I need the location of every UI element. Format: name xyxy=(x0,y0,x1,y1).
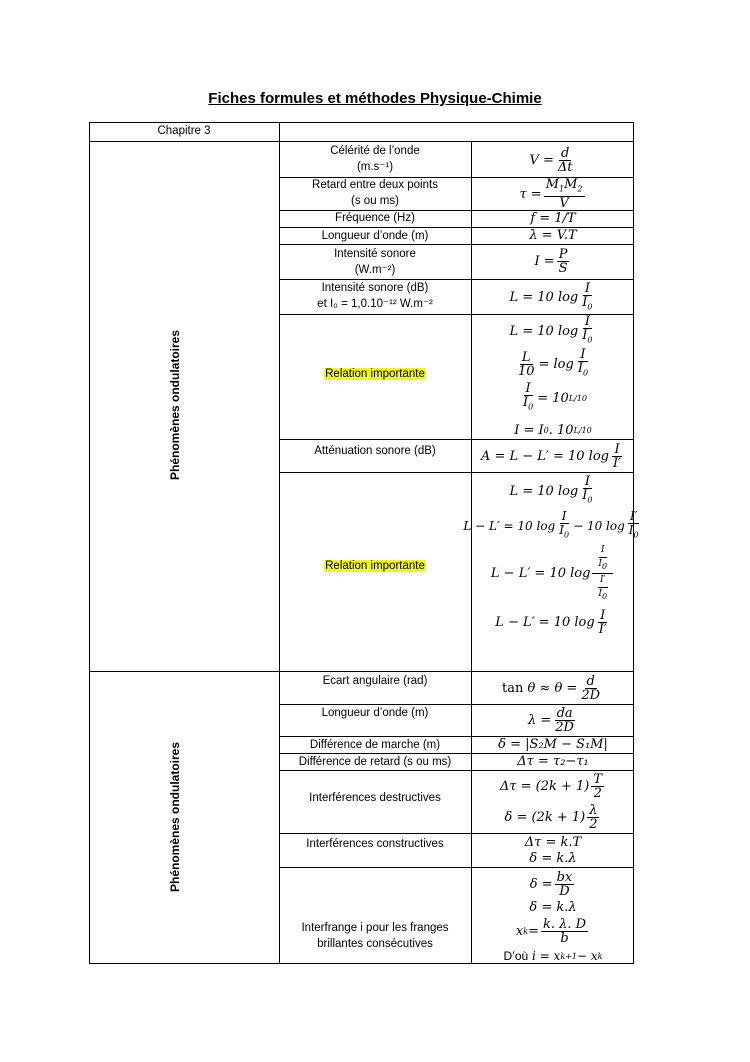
formula-rel1-c: $\frac{I}{I_0}$ = 10 L/10 xyxy=(523,381,587,412)
row-label-marche: Différence de marche (m) xyxy=(309,739,441,751)
section-label-1: Phénomènes ondulatoires xyxy=(168,329,182,481)
formula-celerite: V = $\frac{d}{\Delta t}$ xyxy=(529,145,573,175)
page-title: Fiches formules et méthodes Physique-Chimie xyxy=(208,90,542,107)
formula-cons-1: Δτ = k.T xyxy=(524,834,582,850)
formula-inter-4: D’où i = x k+1 − x k xyxy=(503,949,603,963)
row-label-interfrange: Interfrange i pour les franges brillantes consécutives xyxy=(301,922,449,950)
formula-attenuation: A = L − L′ = 10 log $\frac{I}{I'}$ xyxy=(480,441,622,471)
formula-destr-b: δ = (2k + 1) $\frac{\lambda}{2}$ xyxy=(504,802,598,832)
row-label-retard: Retard entre deux points (s ou ms) xyxy=(312,179,438,207)
section-label-2: Phénomènes ondulatoires xyxy=(168,741,182,893)
row-label-intensite: Intensité sonore (W.m⁻²) xyxy=(334,248,416,276)
formula-inter-2: δ = k.λ xyxy=(529,899,577,915)
formula-rel1-b: $\frac{L}{10}$ = log $\frac{I}{I_0}$ xyxy=(517,347,589,379)
row-label-destructives: Interférences destructives xyxy=(309,792,441,804)
formula-inter-3: x k = $\frac{k. \lambda. D}{b}$ xyxy=(515,916,587,946)
row-label-diff-retard: Différence de retard (s ou ms) xyxy=(298,756,452,768)
formula-longueur-2: λ = $\frac{da}{2D}$ xyxy=(528,705,574,735)
formula-cons-2: δ = k.λ xyxy=(529,850,577,866)
formula-rel1-a: L = 10 log $\frac{I}{I_0}$ xyxy=(509,314,593,345)
row-label-intensite-db: Intensité sonore (dB) et I₀ = 1,0.10⁻¹² W.m⁻² xyxy=(317,282,433,310)
row-label-attenuation: Atténuation sonore (dB) xyxy=(314,445,436,457)
formula-ecart: tan θ ≈ θ = $\frac{d}{2D}$ xyxy=(501,673,601,703)
formula-rel2-b: L − L′ = 10 log $\frac{I}{I_0}$ − 10 log $\frac{I'}{I_0}$ xyxy=(463,509,639,540)
row-label-longueur: Longueur d’onde (m) xyxy=(321,230,429,242)
row-label-relation-2: Relation importante xyxy=(325,560,425,572)
formula-retard: τ = $\frac{M_1M_2}{V}$ xyxy=(519,177,583,211)
formula-rel1-d: I = I 0 . 10 L/10 xyxy=(514,422,592,438)
chapter-label: Chapitre 3 xyxy=(157,125,211,137)
formula-lambda: λ = V.T xyxy=(529,228,577,243)
row-label-constructives: Interférences constructives xyxy=(306,838,444,850)
formula-intensite: I = $\frac{P}{S}$ xyxy=(534,247,568,276)
row-label-relation-1: Relation importante xyxy=(325,368,425,380)
row-label-frequence: Fréquence (Hz) xyxy=(335,212,415,224)
formula-rel2-a: L = 10 log $\frac{I}{I_0}$ xyxy=(509,474,593,505)
formula-destr-a: Δτ = (2k + 1) $\frac{T}{2}$ xyxy=(499,771,603,801)
formula-frequence: f = 1/T xyxy=(530,211,576,226)
formula-rel2-c: L − L′ = 10 log $\frac{\frac{I}{I_0}}{\frac{I'}{I_0}}$ xyxy=(472,544,634,602)
formula-inter-1: δ = $\frac{bx}{D}$ xyxy=(529,869,573,899)
formula-intensite-db: L = 10 log $\frac{I}{I_0}$ xyxy=(509,280,593,312)
formula-rel2-d: L − L′ = 10 log $\frac{I}{I'}$ xyxy=(495,607,607,637)
row-label-ecart: Ecart angulaire (rad) xyxy=(322,675,428,687)
row-label-celerite: Célérité de l’onde (m.s⁻¹) xyxy=(330,145,420,173)
formula-diff-retard: Δτ = τ₂−τ₁ xyxy=(517,754,589,769)
formula-marche: δ = |S₂M − S₁M| xyxy=(498,737,608,752)
row-label-longueur-2: Longueur d’onde (m) xyxy=(321,707,429,719)
